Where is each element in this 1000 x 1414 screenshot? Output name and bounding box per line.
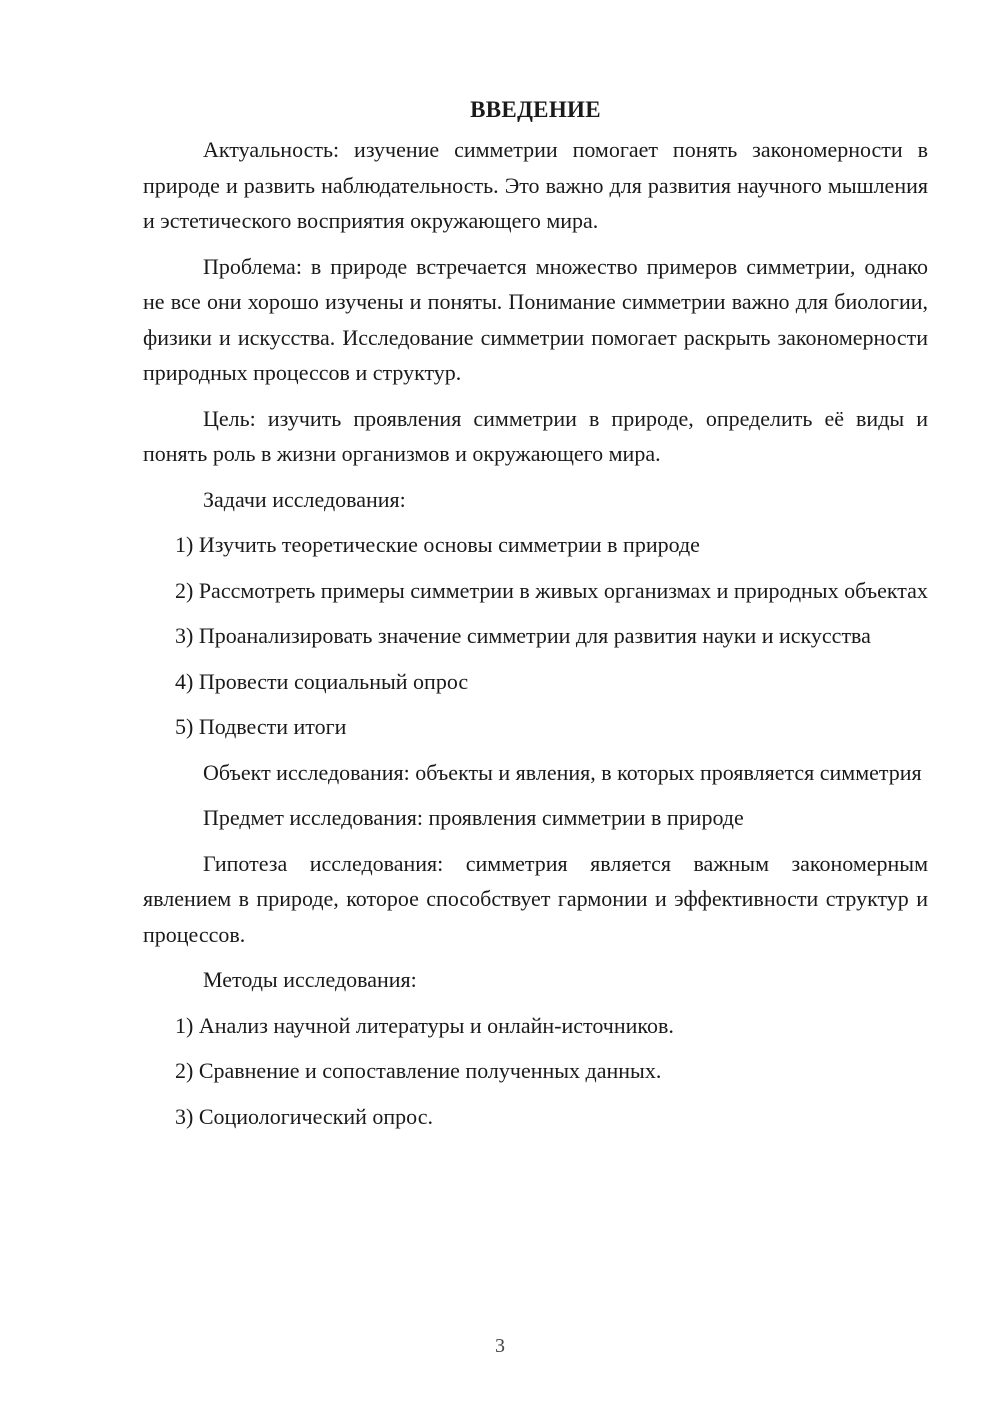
document-page — [143, 92, 928, 1144]
problem-paragraph: Проблема: в природе встречается множество примеров симметрии, однако не все они хорошо изучены и поняты. Понимание симметрии важно для биологии, физики и искусства. Исследование симметрии помогает раскрыть закономерности природных процессов и структур. — [143, 253, 928, 385]
method-item-2: 2) Сравнение и сопоставление полученных данных. — [175, 1058, 662, 1083]
subject-paragraph: Предмет исследования: проявления симметрии в природе — [203, 805, 744, 830]
task-item-2: 2) Рассмотреть примеры симметрии в живых организмах и природных объектах — [175, 577, 928, 603]
method-item-3: 3) Социологический опрос. — [175, 1103, 433, 1129]
task-item-5: 5) Подвести итоги — [175, 714, 347, 739]
relevance-paragraph: Актуальность: изучение симметрии помогает понять закономерности в природе и развить наблюдательность. Это важно для развития научного мышления и эстетического восприятия окружающего мира. — [143, 137, 928, 233]
page-number: 3 — [495, 1335, 505, 1357]
goal-paragraph: Цель: изучить проявления симметрии в природе, определить её виды и понять роль в жизни организмов и окружающего мира. — [143, 405, 928, 466]
task-item-1: 1) Изучить теоретические основы симметрии в природе — [175, 532, 700, 557]
section-title: ВВЕДЕНИЕ — [470, 97, 601, 122]
object-paragraph: Объект исследования: объекты и явления, в которых проявляется симметрия — [203, 759, 922, 785]
hypothesis-paragraph: Гипотеза исследования: симметрия является важным закономерным явлением в природе, которое способствует гармонии и эффективности структур и процессов. — [143, 850, 928, 947]
tasks-heading: Задачи исследования: — [203, 486, 406, 512]
methods-heading: Методы исследования: — [203, 967, 417, 992]
task-item-3: 3) Проанализировать значение симметрии для развития науки и искусства — [175, 623, 871, 648]
method-item-1: 1) Анализ научной литературы и онлайн-источников. — [175, 1012, 674, 1038]
task-item-4: 4) Провести социальный опрос — [175, 668, 469, 694]
